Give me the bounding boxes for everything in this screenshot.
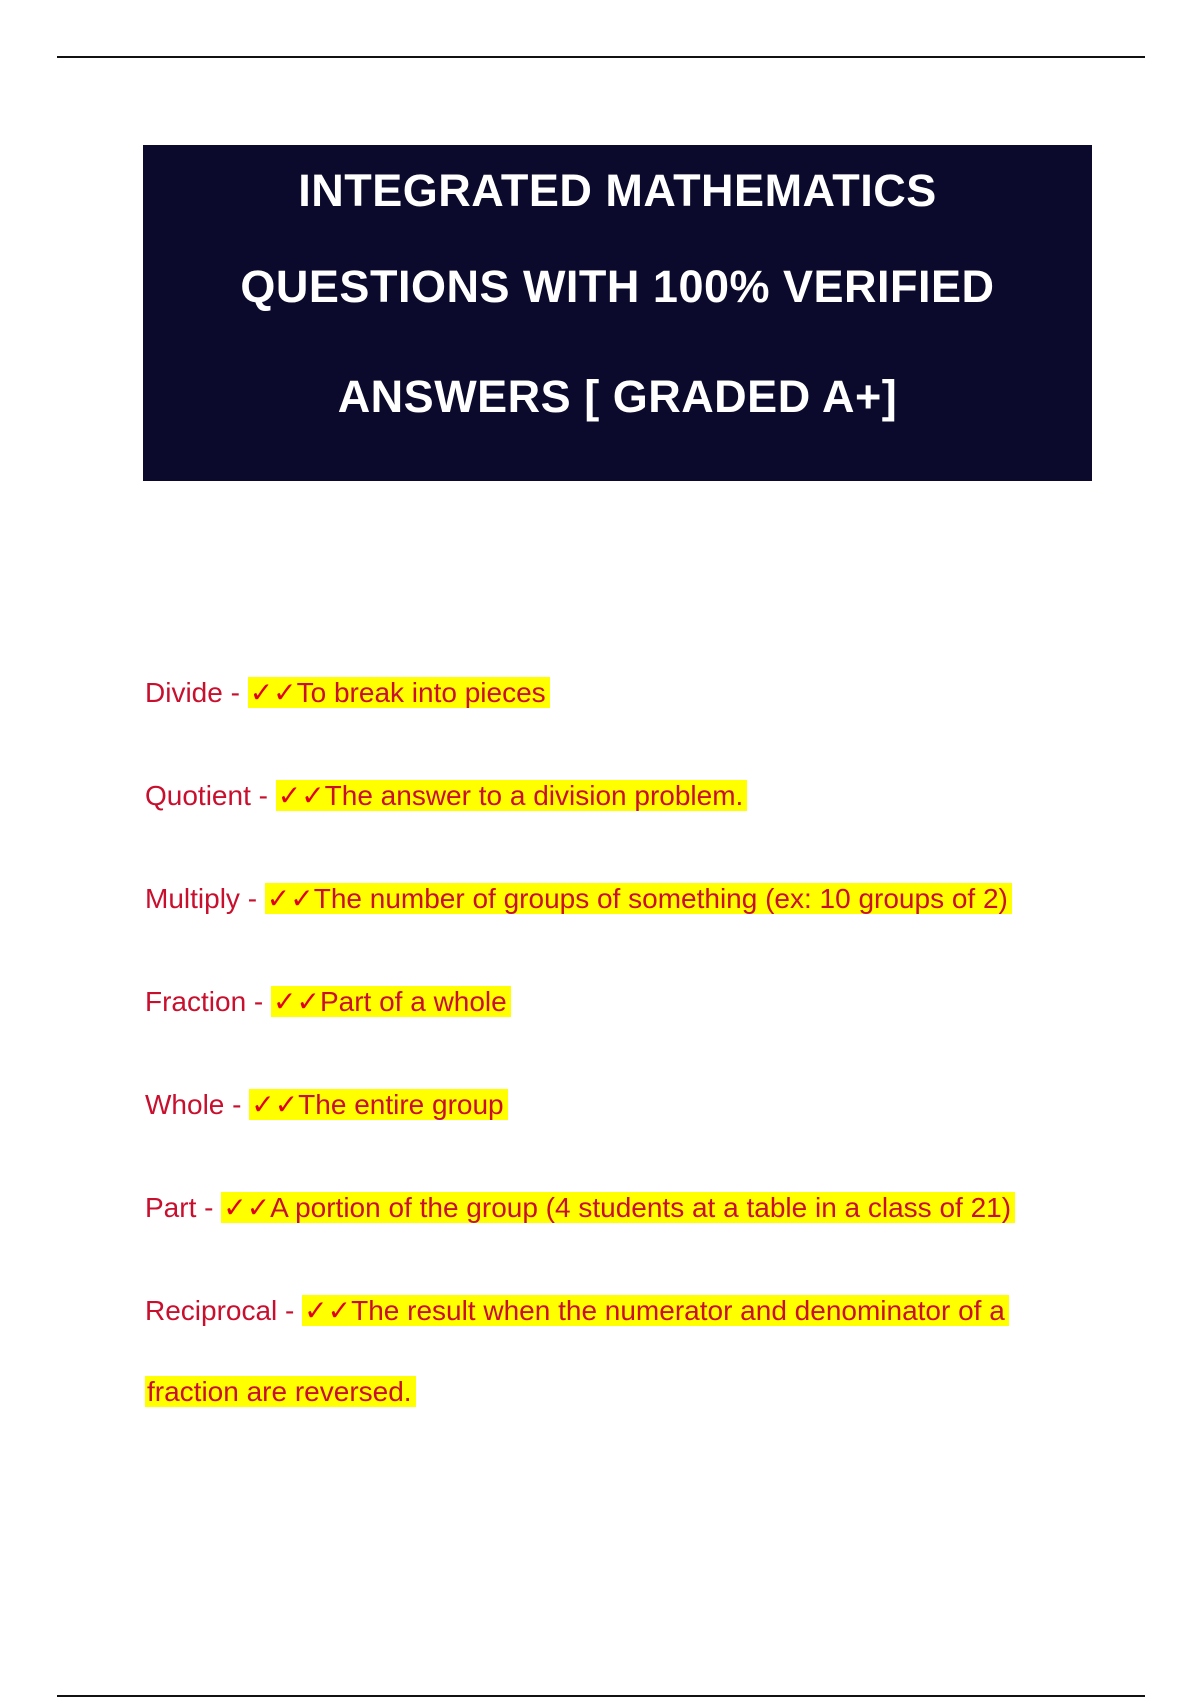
answer-highlight <box>265 883 1012 914</box>
list-item <box>145 1289 1009 1333</box>
term-label: Fraction - <box>145 986 272 1017</box>
title-banner <box>143 145 1092 481</box>
title-line-3: ANSWERS [ GRADED A+] <box>337 371 898 422</box>
top-rule <box>57 56 1145 58</box>
double-check-icon: ✓✓ <box>266 883 314 914</box>
double-check-icon: ✓✓ <box>251 1089 299 1120</box>
answer-highlight <box>249 1089 507 1120</box>
answer-text: The result when the numerator and denominator of a <box>351 1295 1005 1326</box>
answer-text: A portion of the group (4 students at a table in a class of 21) <box>270 1192 1012 1223</box>
double-check-icon: ✓✓ <box>223 1192 271 1223</box>
title-line-2: QUESTIONS WITH 100% VERIFIED <box>240 261 995 312</box>
list-item <box>145 1083 508 1127</box>
title-line-1: INTEGRATED MATHEMATICS <box>298 165 937 216</box>
list-item <box>145 1186 1015 1230</box>
answer-text: The entire group <box>298 1089 504 1120</box>
term-label: Reciprocal - <box>145 1295 303 1326</box>
answer-highlight <box>221 1192 1015 1223</box>
term-label: Part - <box>145 1192 222 1223</box>
answer-highlight <box>302 1295 1009 1326</box>
term-label: Multiply - <box>145 883 265 914</box>
list-item <box>145 774 747 818</box>
answer-highlight <box>276 780 748 811</box>
answer-text: Part of a whole <box>319 986 507 1017</box>
list-item <box>145 877 1012 921</box>
term-label: Quotient - <box>145 780 276 811</box>
double-check-icon: ✓✓ <box>304 1295 352 1326</box>
bottom-rule <box>57 1695 1145 1697</box>
list-item <box>145 980 511 1024</box>
answer-text: The number of groups of something (ex: 10 groups of 2) <box>313 883 1008 914</box>
answer-text: To break into pieces <box>296 677 546 708</box>
term-label: Whole - <box>145 1089 250 1120</box>
double-check-icon: ✓✓ <box>249 677 297 708</box>
double-check-icon: ✓✓ <box>273 986 320 1017</box>
list-item-continuation <box>145 1370 416 1414</box>
double-check-icon: ✓✓ <box>277 780 325 811</box>
answer-highlight <box>248 677 550 708</box>
answer-continuation-text: fraction are reversed. <box>145 1376 416 1407</box>
answer-highlight <box>271 986 511 1017</box>
term-label: Divide - <box>145 677 248 708</box>
answer-text: The answer to a division problem. <box>324 780 744 811</box>
list-item <box>145 671 550 715</box>
